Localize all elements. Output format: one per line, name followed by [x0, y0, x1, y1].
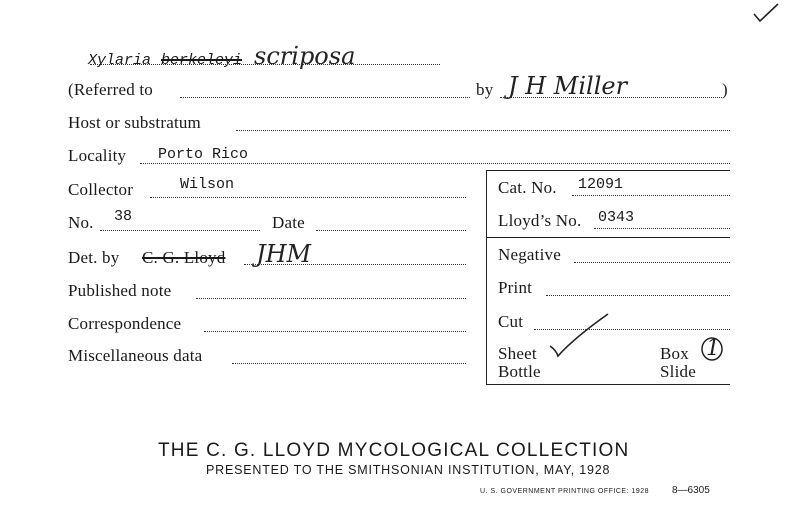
print-label: Print	[498, 278, 533, 297]
published-note-dots	[196, 298, 466, 299]
box-label: Box	[660, 344, 689, 363]
species-underline	[90, 64, 440, 65]
miscellaneous-dots	[232, 363, 466, 364]
slide-label: Slide	[660, 362, 696, 381]
cat-no-dots	[572, 195, 730, 196]
det-by-handwritten-value: JHM	[256, 240, 312, 268]
check-mark-icon	[752, 2, 780, 24]
referred-by-dots	[500, 97, 722, 98]
referred-dots	[180, 97, 470, 98]
host-dots	[236, 130, 730, 131]
locality-dots	[140, 163, 730, 164]
epithet-struck: berkeleyi	[161, 52, 243, 69]
number-label: No.	[68, 213, 94, 232]
box-circle-icon	[698, 334, 728, 364]
negative-dots	[574, 262, 730, 263]
lloyds-no-dots	[594, 228, 730, 229]
collection-title: THE C. G. LLOYD MYCOLOGICAL COLLECTION	[158, 440, 630, 461]
miscellaneous-label: Miscellaneous data	[68, 346, 203, 365]
det-by-label: Det. by	[68, 248, 120, 267]
det-by-dots	[244, 264, 466, 265]
collection-subtitle: PRESENTED TO THE SMITHSONIAN INSTITUTION, MAY, 1928	[206, 463, 611, 477]
date-label: Date	[272, 213, 305, 232]
referred-by-value: J H Miller	[508, 72, 628, 100]
referred-label: (Referred to	[68, 80, 153, 99]
host-label: Host or substratum	[68, 113, 201, 132]
box-left-border	[486, 170, 487, 384]
handwritten-check-icon	[548, 310, 612, 360]
number-value: 38	[114, 208, 133, 225]
bottle-label: Bottle	[498, 362, 541, 381]
correspondence-dots	[204, 331, 466, 332]
box-top-border	[486, 170, 730, 171]
print-dots	[546, 295, 730, 296]
box-bottom-border	[486, 384, 730, 385]
species-line	[88, 42, 355, 70]
collector-label: Collector	[68, 180, 134, 199]
sheet-label: Sheet	[498, 344, 537, 363]
genus-typed: Xylaria	[88, 52, 152, 69]
cat-no-label: Cat. No.	[498, 178, 557, 197]
printing-office: U. S. GOVERNMENT PRINTING OFFICE: 1928	[480, 488, 650, 495]
referred-by-label: by	[476, 80, 494, 99]
negative-label: Negative	[498, 245, 561, 264]
collector-dots	[150, 197, 466, 198]
correspondence-label: Correspondence	[68, 314, 182, 333]
epithet-handwritten: scriposa	[254, 42, 356, 70]
published-note-label: Published note	[68, 281, 172, 300]
det-by-struck-value: C. G. Lloyd	[142, 248, 226, 267]
number-dots	[100, 230, 260, 231]
box-divider	[486, 237, 730, 238]
box-value: 1	[706, 336, 720, 361]
date-dots	[316, 230, 466, 231]
lloyds-no-value: 0343	[598, 209, 635, 226]
locality-label: Locality	[68, 146, 127, 165]
locality-value: Porto Rico	[158, 146, 249, 163]
lloyds-no-label: Lloyd’s No.	[498, 211, 582, 230]
referred-close-paren: )	[722, 80, 728, 99]
form-number: 8—6305	[672, 485, 710, 496]
cat-no-value: 12091	[578, 176, 624, 193]
cut-label: Cut	[498, 312, 524, 331]
collector-value: Wilson	[180, 176, 235, 193]
